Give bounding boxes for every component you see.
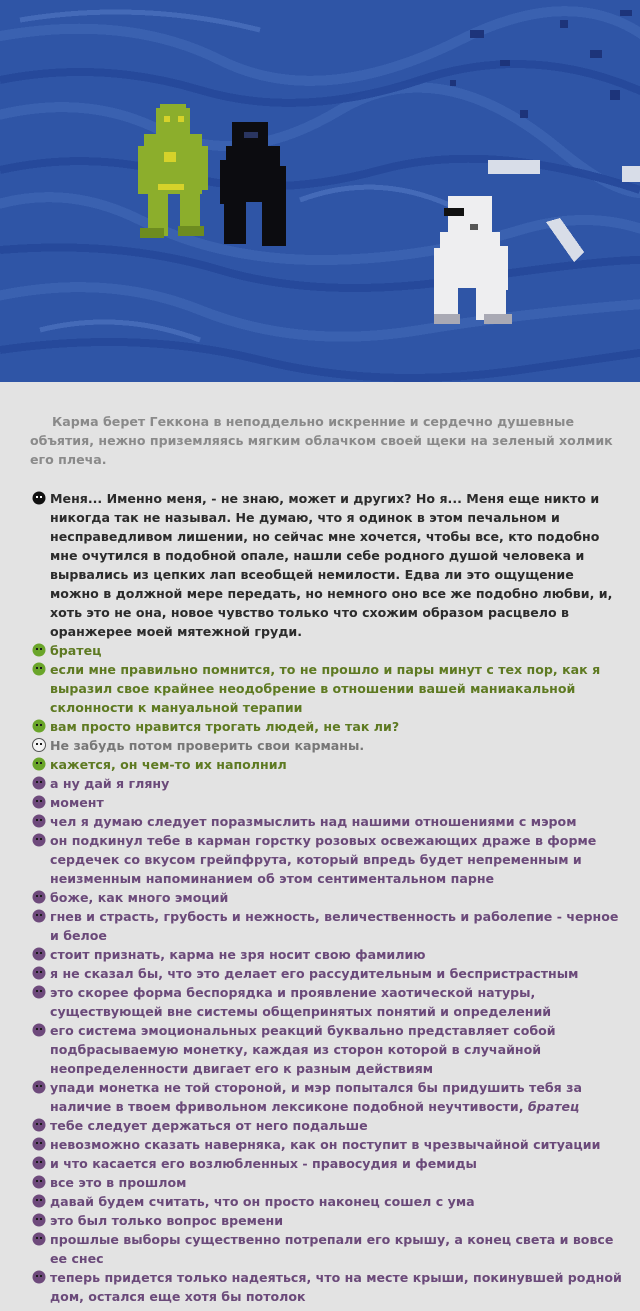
dialogue-text: чел я думаю следует поразмыслить над нашими отношениями с мэром <box>50 814 577 829</box>
white-face-icon <box>32 738 46 752</box>
dialogue-text: стоит признать, карма не зря носит свою фамилию <box>50 947 426 962</box>
dialogue-line <box>30 907 626 945</box>
purple-face-icon <box>32 1023 46 1037</box>
purple-face-icon <box>32 833 46 847</box>
dialogue-text: невозможно сказать наверняка, как он поступит в чрезвычайной ситуации <box>50 1137 601 1152</box>
dialogue-line <box>30 983 626 1021</box>
dialogue-text: боже, как много эмоций <box>50 890 229 905</box>
purple-face-icon <box>32 1080 46 1094</box>
purple-face-icon <box>32 890 46 904</box>
dialogue-text: момент <box>50 795 104 810</box>
dialogue-line <box>30 660 626 717</box>
dialogue-line <box>30 888 626 907</box>
purple-face-icon <box>32 1213 46 1227</box>
dialogue-line <box>30 1078 626 1116</box>
dialogue-line <box>30 1268 626 1306</box>
dialogue-text: упади монетка не той стороной, и мэр попытался бы придушить тебя за наличие в твоем фривольном лексиконе подобной неучтивости, <box>50 1080 582 1114</box>
dialogue-text: и что касается его возлюбленных - правосудия и фемиды <box>50 1156 477 1171</box>
dialogue-text: я не сказал бы, что это делает его рассудительным и беспристрастным <box>50 966 579 981</box>
dialogue-text: если мне правильно помнится, то не прошло и пары минут с тех пор, как я выразил свое крайнее неодобрение в отношении вашей маниакальной склонности к мануальной терапии <box>50 662 601 715</box>
dialogue-text: а ну дай я гляну <box>50 776 170 791</box>
purple-face-icon <box>32 1232 46 1246</box>
dialogue-line <box>30 1021 626 1078</box>
dialogue-text: все это в прошлом <box>50 1175 187 1190</box>
dialogue-line <box>30 774 626 793</box>
dialogue-text: гнев и страсть, грубость и нежность, величественность и раболепие - черное и белое <box>50 909 619 943</box>
dialogue-text: теперь придется только надеяться, что на месте крыши, покинувшей родной дом, остался еще хотя бы потолок <box>50 1270 622 1304</box>
purple-face-icon <box>32 795 46 809</box>
dialogue-line <box>30 755 626 774</box>
purple-face-icon <box>32 909 46 923</box>
dialogue-text: тебе следует держаться от него подальше <box>50 1118 368 1133</box>
dialogue-line <box>30 641 626 660</box>
purple-face-icon <box>32 1118 46 1132</box>
dialogue-text: это скорее форма беспорядка и проявление хаотической натуры, существующей вне системы общепринятых понятий и определений <box>50 985 552 1019</box>
dialogue-line <box>30 1192 626 1211</box>
purple-face-icon <box>32 1270 46 1284</box>
dialogue-text: прошлые выборы существенно потрепали его крышу, а конец света и вовсе ее снес <box>50 1232 614 1266</box>
purple-face-icon <box>32 776 46 790</box>
dialogue-text: Меня... Именно меня, - не знаю, может и других? Но я... Меня еще никто и никогда так не называл. Не думаю, что я одинок в этом печальном и несправедливом лишении, но сейчас мне хочется, чтобы все, кто подобно мне очутился в подобной опале, нашли себе родного душой человека и вырвались из цепких лап всеобщей немилости. Едва ли это ощущение можно в должной мере передать, но немного оно все же подобно любви, и, хоть это не она, новое чувство только что схожим образом расцвело в оранжерее моей мятежной груди. <box>50 491 613 639</box>
intro-paragraph: Карма берет Геккона в неподдельно искренние и сердечно душевные объятия, нежно приземляясь мягким облачком своей щеки на зеленый холмик его плеча. <box>30 414 613 467</box>
dialogue-line <box>30 1154 626 1173</box>
dialogue-line <box>30 1211 626 1230</box>
purple-face-icon <box>32 947 46 961</box>
dialogue-text: Не забудь потом проверить свои карманы. <box>50 738 365 753</box>
dialogue-line <box>30 964 626 983</box>
dialogue-text: братец <box>50 643 102 658</box>
dialogue-line <box>30 1173 626 1192</box>
game-scene <box>0 0 640 382</box>
purple-face-icon <box>32 1194 46 1208</box>
green-face-icon <box>32 643 46 657</box>
dialogue <box>30 489 626 1306</box>
purple-face-icon <box>32 814 46 828</box>
black-face-icon <box>32 491 46 505</box>
dialogue-text: давай будем считать, что он просто наконец сошел с ума <box>50 1194 475 1209</box>
dialogue-line <box>30 717 626 736</box>
dialogue-text: он подкинул тебе в карман горстку розовых освежающих драже в форме сердечек со вкусом грейпфрута, который впредь будет непременным и неизменным напоминанием об этом сентиментальном парне <box>50 833 597 886</box>
purple-face-icon <box>32 1175 46 1189</box>
dialogue-line <box>30 945 626 964</box>
dialogue-line <box>30 812 626 831</box>
dialogue-line <box>30 793 626 812</box>
dialogue-line <box>30 489 626 641</box>
purple-face-icon <box>32 1137 46 1151</box>
dialogue-line <box>30 831 626 888</box>
purple-face-icon <box>32 985 46 999</box>
dialogue-text: его система эмоциональных реакций буквально представляет собой подбрасываемую монетку, каждая из сторон которой в случайной неопределенности двигает его к разным действиям <box>50 1023 556 1076</box>
green-face-icon <box>32 662 46 676</box>
dialogue-line <box>30 1135 626 1154</box>
purple-face-icon <box>32 1156 46 1170</box>
green-face-icon <box>32 757 46 771</box>
purple-face-icon <box>32 966 46 980</box>
dialogue-line <box>30 1116 626 1135</box>
post-body <box>0 382 640 1306</box>
dialogue-text: это был только вопрос времени <box>50 1213 284 1228</box>
dialogue-line <box>30 1230 626 1268</box>
dialogue-italic: братец <box>527 1099 580 1114</box>
dialogue-text: вам просто нравится трогать людей, не так ли? <box>50 719 400 734</box>
green-face-icon <box>32 719 46 733</box>
dialogue-text: кажется, он чем-то их наполнил <box>50 757 287 772</box>
dialogue-line <box>30 736 626 755</box>
